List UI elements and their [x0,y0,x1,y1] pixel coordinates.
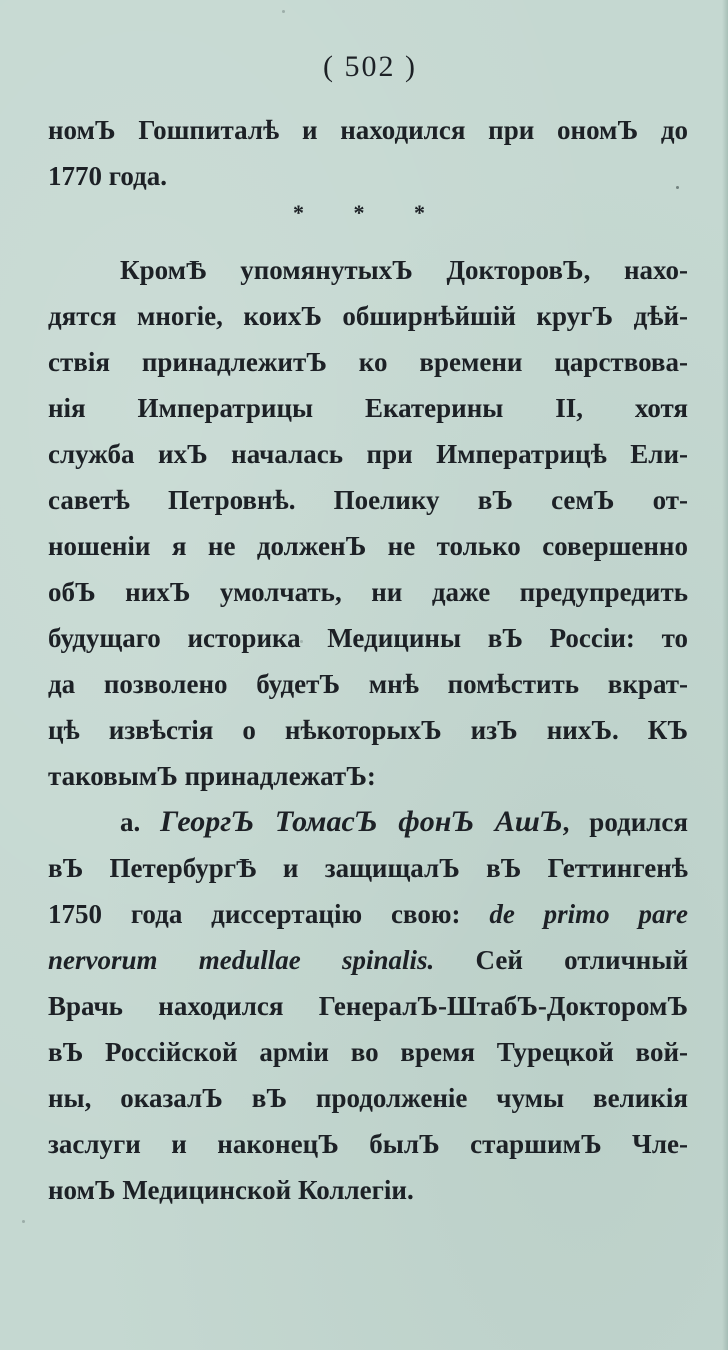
text-line: заслуги и наконецЪ былЪ старшимЪ Чле- [48,1129,688,1159]
text-line: номЪ Медицинской Коллегіи. [48,1175,414,1205]
text-line: ны, оказалЪ вЪ продолженіе чумы великія [48,1083,688,1113]
paper-speck [22,1220,25,1223]
page-number: ( 502 ) [323,50,417,83]
text-line [48,937,688,983]
paragraph-continuation [48,107,688,199]
text-line: будущаго историка Медицины вЪ Россіи: то [48,623,688,653]
text-line: вЪ Россійской арміи во время Турецкой вой- [48,1037,688,1067]
paper-speck [300,640,303,643]
text-fragment: Сей отличный [475,945,688,975]
section-divider-asterisks: * * * [293,200,447,225]
text-line: таковымЪ принадлежатЪ: [48,761,376,791]
text-line: да позволено будетЪ мнѣ помѣстить вкрат- [48,669,688,699]
latin-title: nervorum medullae spinalis. [48,945,435,975]
text-line: служба ихЪ началась при Императрицѣ Ели- [48,439,688,469]
text-fragment: 1750 года диссертацію свою: [48,899,461,929]
text-line: обЪ нихЪ умолчать, ни даже предупредить [48,577,688,607]
entry-marker: а. [120,807,141,837]
text-line: номЪ Гошпиталѣ и находился при ономЪ до [48,115,688,145]
text-line: саветѣ Петровнѣ. Поелику вЪ семЪ от- [48,485,688,515]
paragraph-intro [48,247,688,799]
text-line: Врачь находился ГенералЪ-ШтабЪ-ДокторомЪ [48,991,688,1021]
text-line: ношеніи я не долженЪ не только совершенно [48,531,688,561]
text-line: КромѢ упомянутыхЪ ДокторовЪ, нахо- [120,255,688,285]
text-line: 1770 года. [48,161,167,191]
text-line: нія Императрицы Екатерины II, хотя [48,393,688,423]
text-line: цѣ извѣстія о нѣкоторыхЪ изЪ нихЪ. КЪ [48,715,688,745]
text-line [48,891,688,937]
text-line [48,799,688,845]
paper-speck [676,186,679,189]
text-line: ствія принадлежитЪ ко времени царствова- [48,347,688,377]
latin-title: de primo pare [489,899,688,929]
text-line: вЪ ПетербургѢ и защищалЪ вЪ Геттингенѣ [48,853,688,883]
paragraph-biography-asch [48,799,688,1213]
person-name: ГеоргЪ ТомасЪ фонЪ АшЪ [160,805,563,838]
text-fragment: , родился [562,807,688,837]
text-line: дятся многіе, коихЪ обширнѣйшій кругЪ дѣй- [48,301,688,331]
paper-speck [282,10,285,13]
